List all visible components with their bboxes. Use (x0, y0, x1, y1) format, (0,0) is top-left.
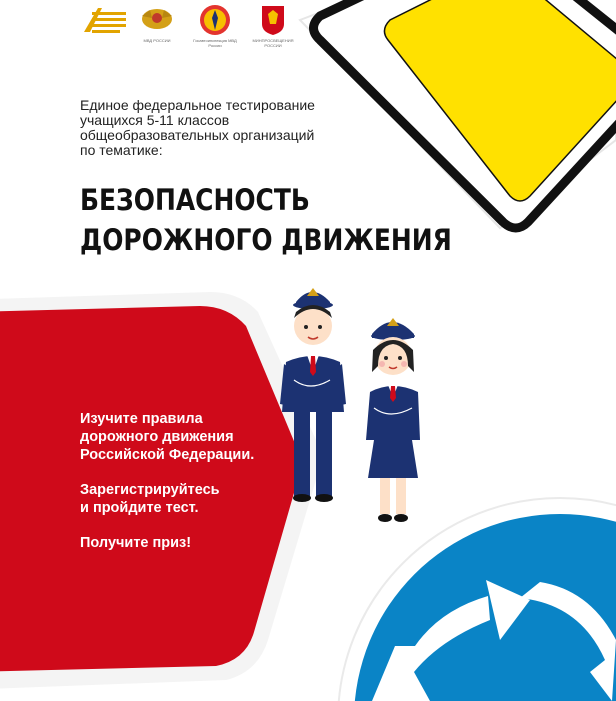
prize-callout: Получите приз! (80, 535, 192, 551)
intro-line: учащихся 5-11 классов (80, 112, 230, 128)
title-line-2: ДОРОЖНОГО ДВИЖЕНИЯ (80, 223, 452, 257)
title-line-1: БЕЗОПАСНОСТЬ (80, 183, 310, 217)
mvd-emblem-icon (140, 4, 174, 43)
gibdd-caption: Госавтоинспекция МВД России (193, 38, 237, 48)
page-title (80, 180, 452, 260)
roundabout-sign-icon (338, 498, 616, 701)
partner-logos (84, 4, 304, 48)
intro-line: по тематике: (80, 142, 163, 158)
mvd-caption: МВД РОССИИ (143, 38, 171, 43)
callout-text (80, 410, 280, 569)
intro-line: общеобразовательных организаций (80, 127, 315, 143)
intro-line: Единое федеральное тестирование (80, 97, 315, 113)
register-callout: Зарегистрируйтесь и пройдите тест. (80, 482, 220, 516)
intro-text (80, 98, 350, 158)
gibdd-emblem-icon (193, 4, 237, 48)
minpros-caption: МИНПРОСВЕЩЕНИЯ РОССИИ (252, 38, 294, 48)
study-callout: Изучите правила дорожного движения Российской Федерации. (80, 411, 255, 463)
nacionalnye-proekty-logo-icon (84, 4, 130, 41)
minprosveshcheniya-emblem-icon (252, 4, 294, 48)
